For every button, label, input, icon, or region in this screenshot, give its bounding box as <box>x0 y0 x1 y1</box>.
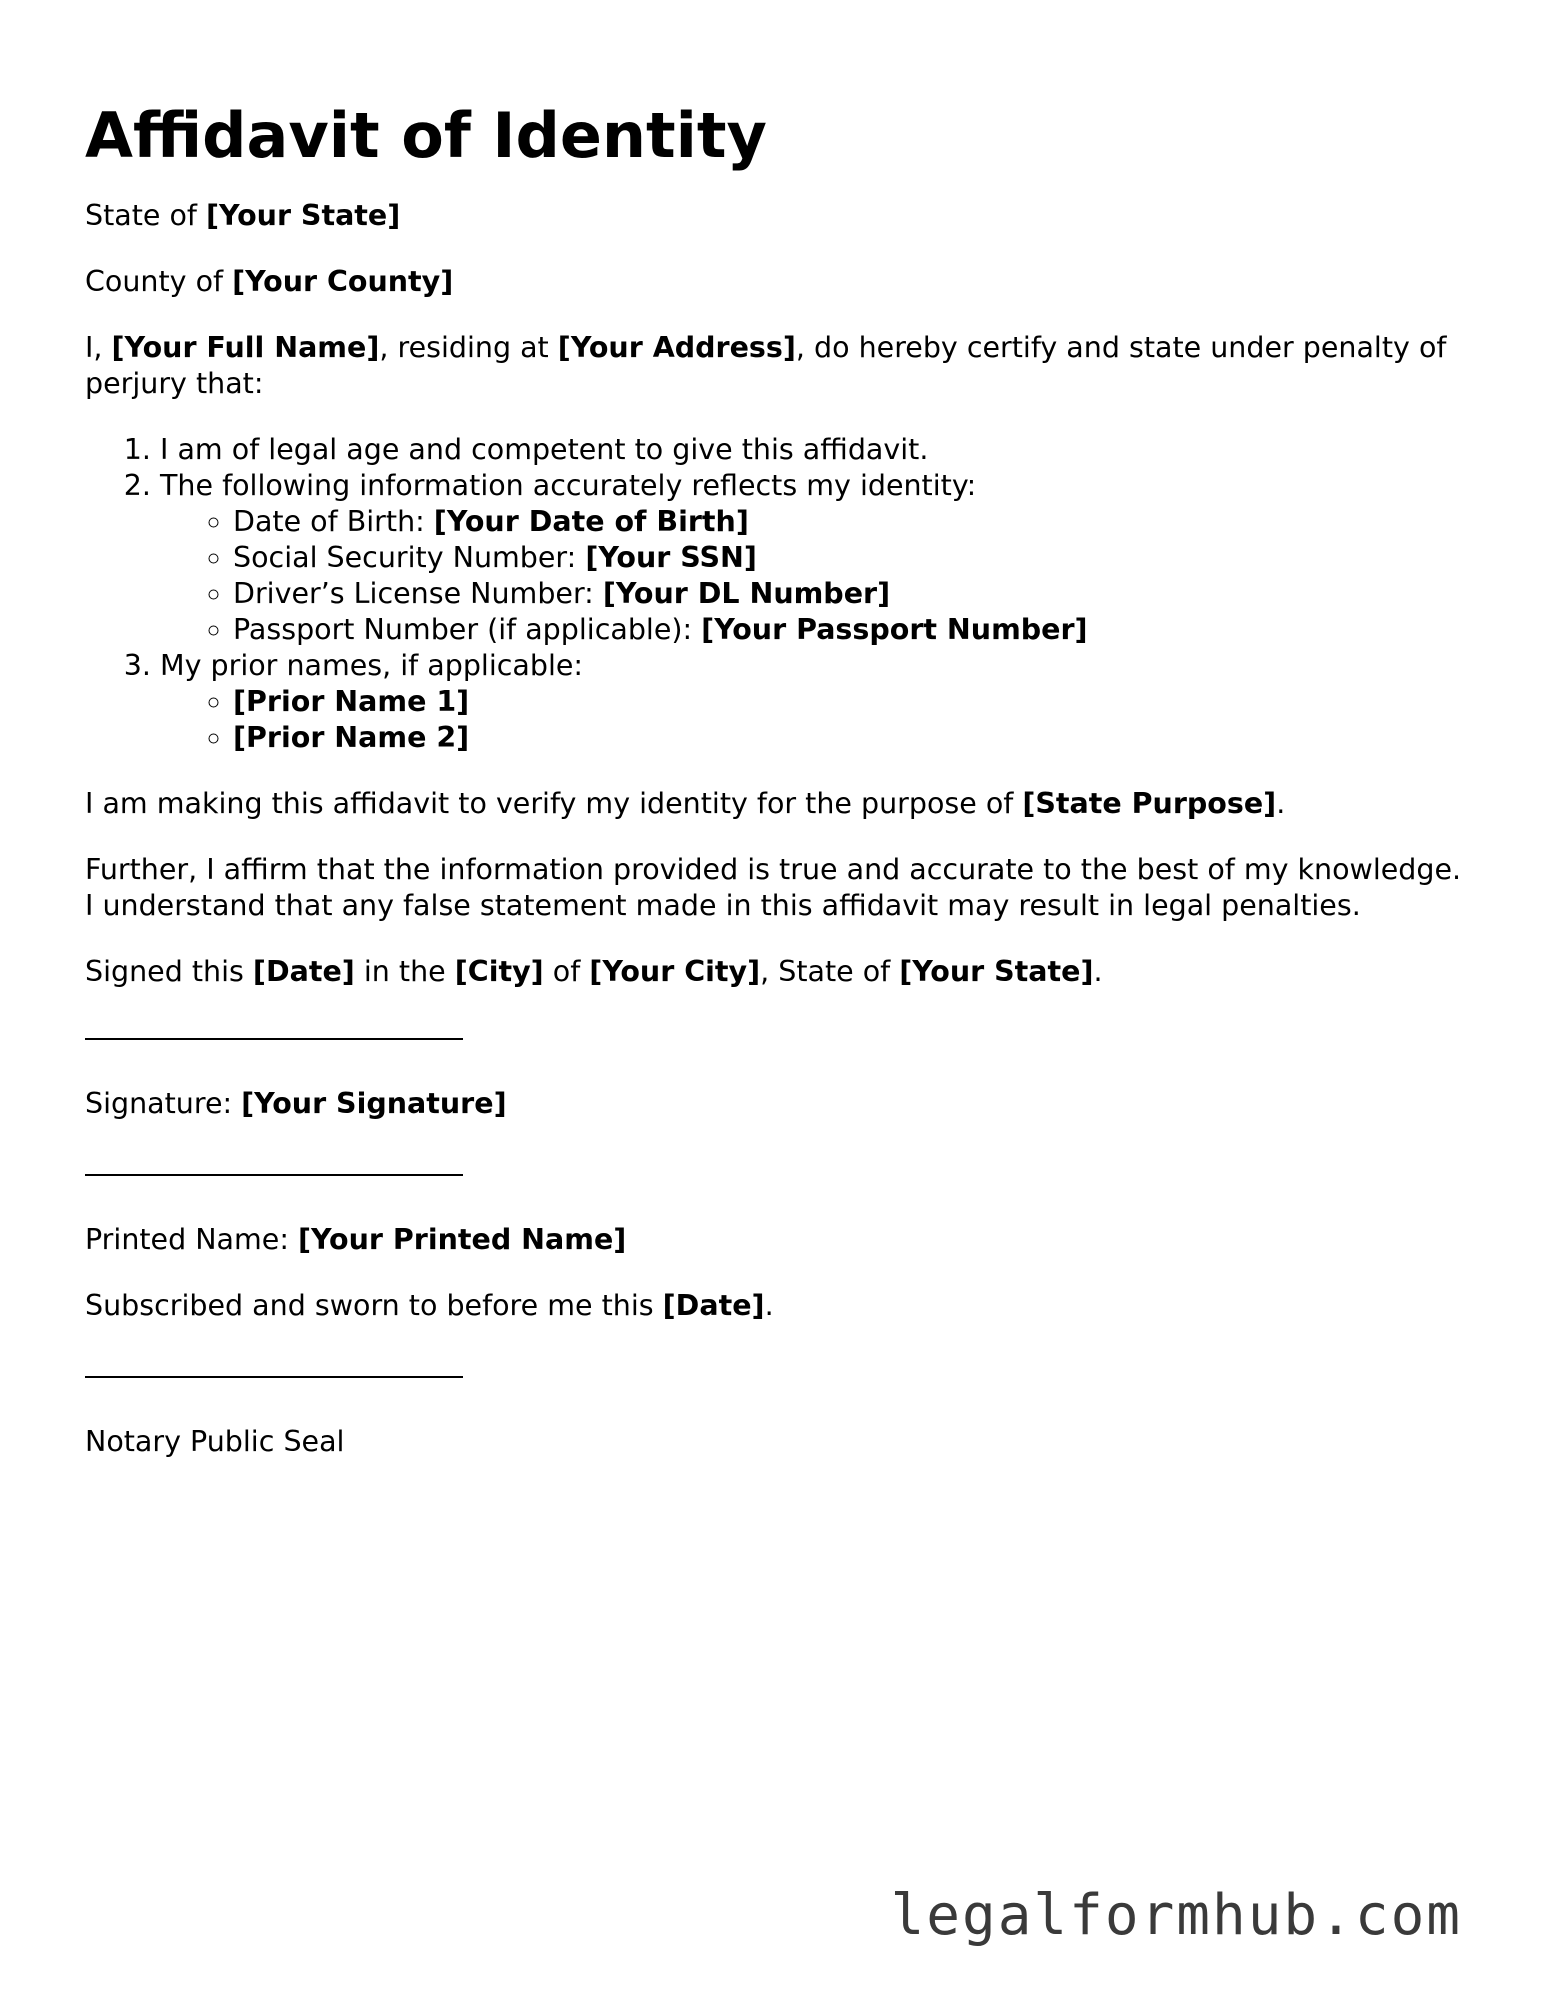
list-item-text: My prior names, if applicable: <box>160 649 584 682</box>
list-item <box>160 648 1465 756</box>
intro-paragraph <box>85 330 1465 402</box>
signed-text-3: of <box>543 955 590 988</box>
dl-value: [Your DL Number] <box>602 577 891 610</box>
printed-name-label-line <box>85 1222 1465 1258</box>
signature-line-label <box>85 1086 1465 1122</box>
printed-name-label: Printed Name: <box>85 1223 298 1256</box>
signed-text-2: in the <box>354 955 455 988</box>
passport-value: [Your Passport Number] <box>701 613 1088 646</box>
statements-list <box>85 432 1465 756</box>
site-watermark: legalformhub.com <box>890 1883 1462 1948</box>
purpose-paragraph <box>85 786 1465 822</box>
prior-name-2: [Prior Name 2] <box>233 721 470 754</box>
signature-placeholder: [Your Signature] <box>241 1087 507 1120</box>
state-value: [Your State] <box>206 199 401 232</box>
intro-text-1: I, <box>85 331 112 364</box>
signed-text-1: Signed this <box>85 955 253 988</box>
intro-text-2: , residing at <box>379 331 558 364</box>
ssn-label: Social Security Number: <box>233 541 586 574</box>
signature-label: Signature: <box>85 1087 242 1120</box>
sublist-item <box>233 540 1465 576</box>
state-line <box>85 198 1465 234</box>
state-label: State of <box>85 199 207 232</box>
purpose-period: . <box>1276 787 1286 820</box>
sublist-item <box>233 684 1465 720</box>
intro-text-3: , do hereby certify and state under penalty of perjury that: <box>85 331 1447 400</box>
dl-label: Driver’s License Number: <box>233 577 603 610</box>
purpose-placeholder: [State Purpose] <box>1022 787 1277 820</box>
prior-name-1: [Prior Name 1] <box>233 685 470 718</box>
notary-seal-label: Notary Public Seal <box>85 1425 345 1458</box>
address-placeholder: [Your Address] <box>557 331 796 364</box>
signed-city: [Your City] <box>589 955 761 988</box>
dob-value: [Your Date of Birth] <box>433 505 749 538</box>
passport-label: Passport Number (if applicable): <box>233 613 702 646</box>
notary-line <box>85 1376 463 1378</box>
prior-names-sublist <box>160 684 1465 756</box>
dob-label: Date of Birth: <box>233 505 434 538</box>
subscribed-period: . <box>764 1289 774 1322</box>
sublist-item <box>233 576 1465 612</box>
signed-text-4: , State of <box>760 955 900 988</box>
signed-state: [Your State] <box>899 955 1094 988</box>
printed-name-placeholder: [Your Printed Name] <box>298 1223 627 1256</box>
subscribed-date: [Date] <box>662 1289 765 1322</box>
sublist-item <box>233 504 1465 540</box>
subscribed-paragraph <box>85 1288 1465 1324</box>
document-title: Affidavit of Identity <box>85 99 767 172</box>
document-page <box>85 100 1465 1490</box>
county-value: [Your County] <box>232 265 454 298</box>
identity-sublist <box>160 504 1465 648</box>
county-label: County of <box>85 265 233 298</box>
subscribed-text: Subscribed and sworn to before me this <box>85 1289 663 1322</box>
signature-line <box>85 1038 463 1040</box>
affirm-paragraph: Further, I affirm that the information provided is true and accurate to the best of my knowledge. I understand that any false statement made in this affidavit may result in legal penalties. <box>85 853 1462 922</box>
list-item-text: I am of legal age and competent to give this affidavit. <box>160 433 929 466</box>
sublist-item <box>233 720 1465 756</box>
ssn-value: [Your SSN] <box>585 541 757 574</box>
county-line <box>85 264 1465 300</box>
purpose-text: I am making this affidavit to verify my identity for the purpose of <box>85 787 1023 820</box>
list-item <box>160 432 1465 468</box>
sublist-item <box>233 612 1465 648</box>
full-name-placeholder: [Your Full Name] <box>111 331 380 364</box>
printed-name-line <box>85 1174 463 1176</box>
list-item-text: The following information accurately reflects my identity: <box>160 469 977 502</box>
signed-paragraph <box>85 954 1465 990</box>
list-item <box>160 468 1465 648</box>
signed-date: [Date] <box>252 955 355 988</box>
signed-text-5: . <box>1093 955 1103 988</box>
signed-city-type: [City] <box>454 955 544 988</box>
